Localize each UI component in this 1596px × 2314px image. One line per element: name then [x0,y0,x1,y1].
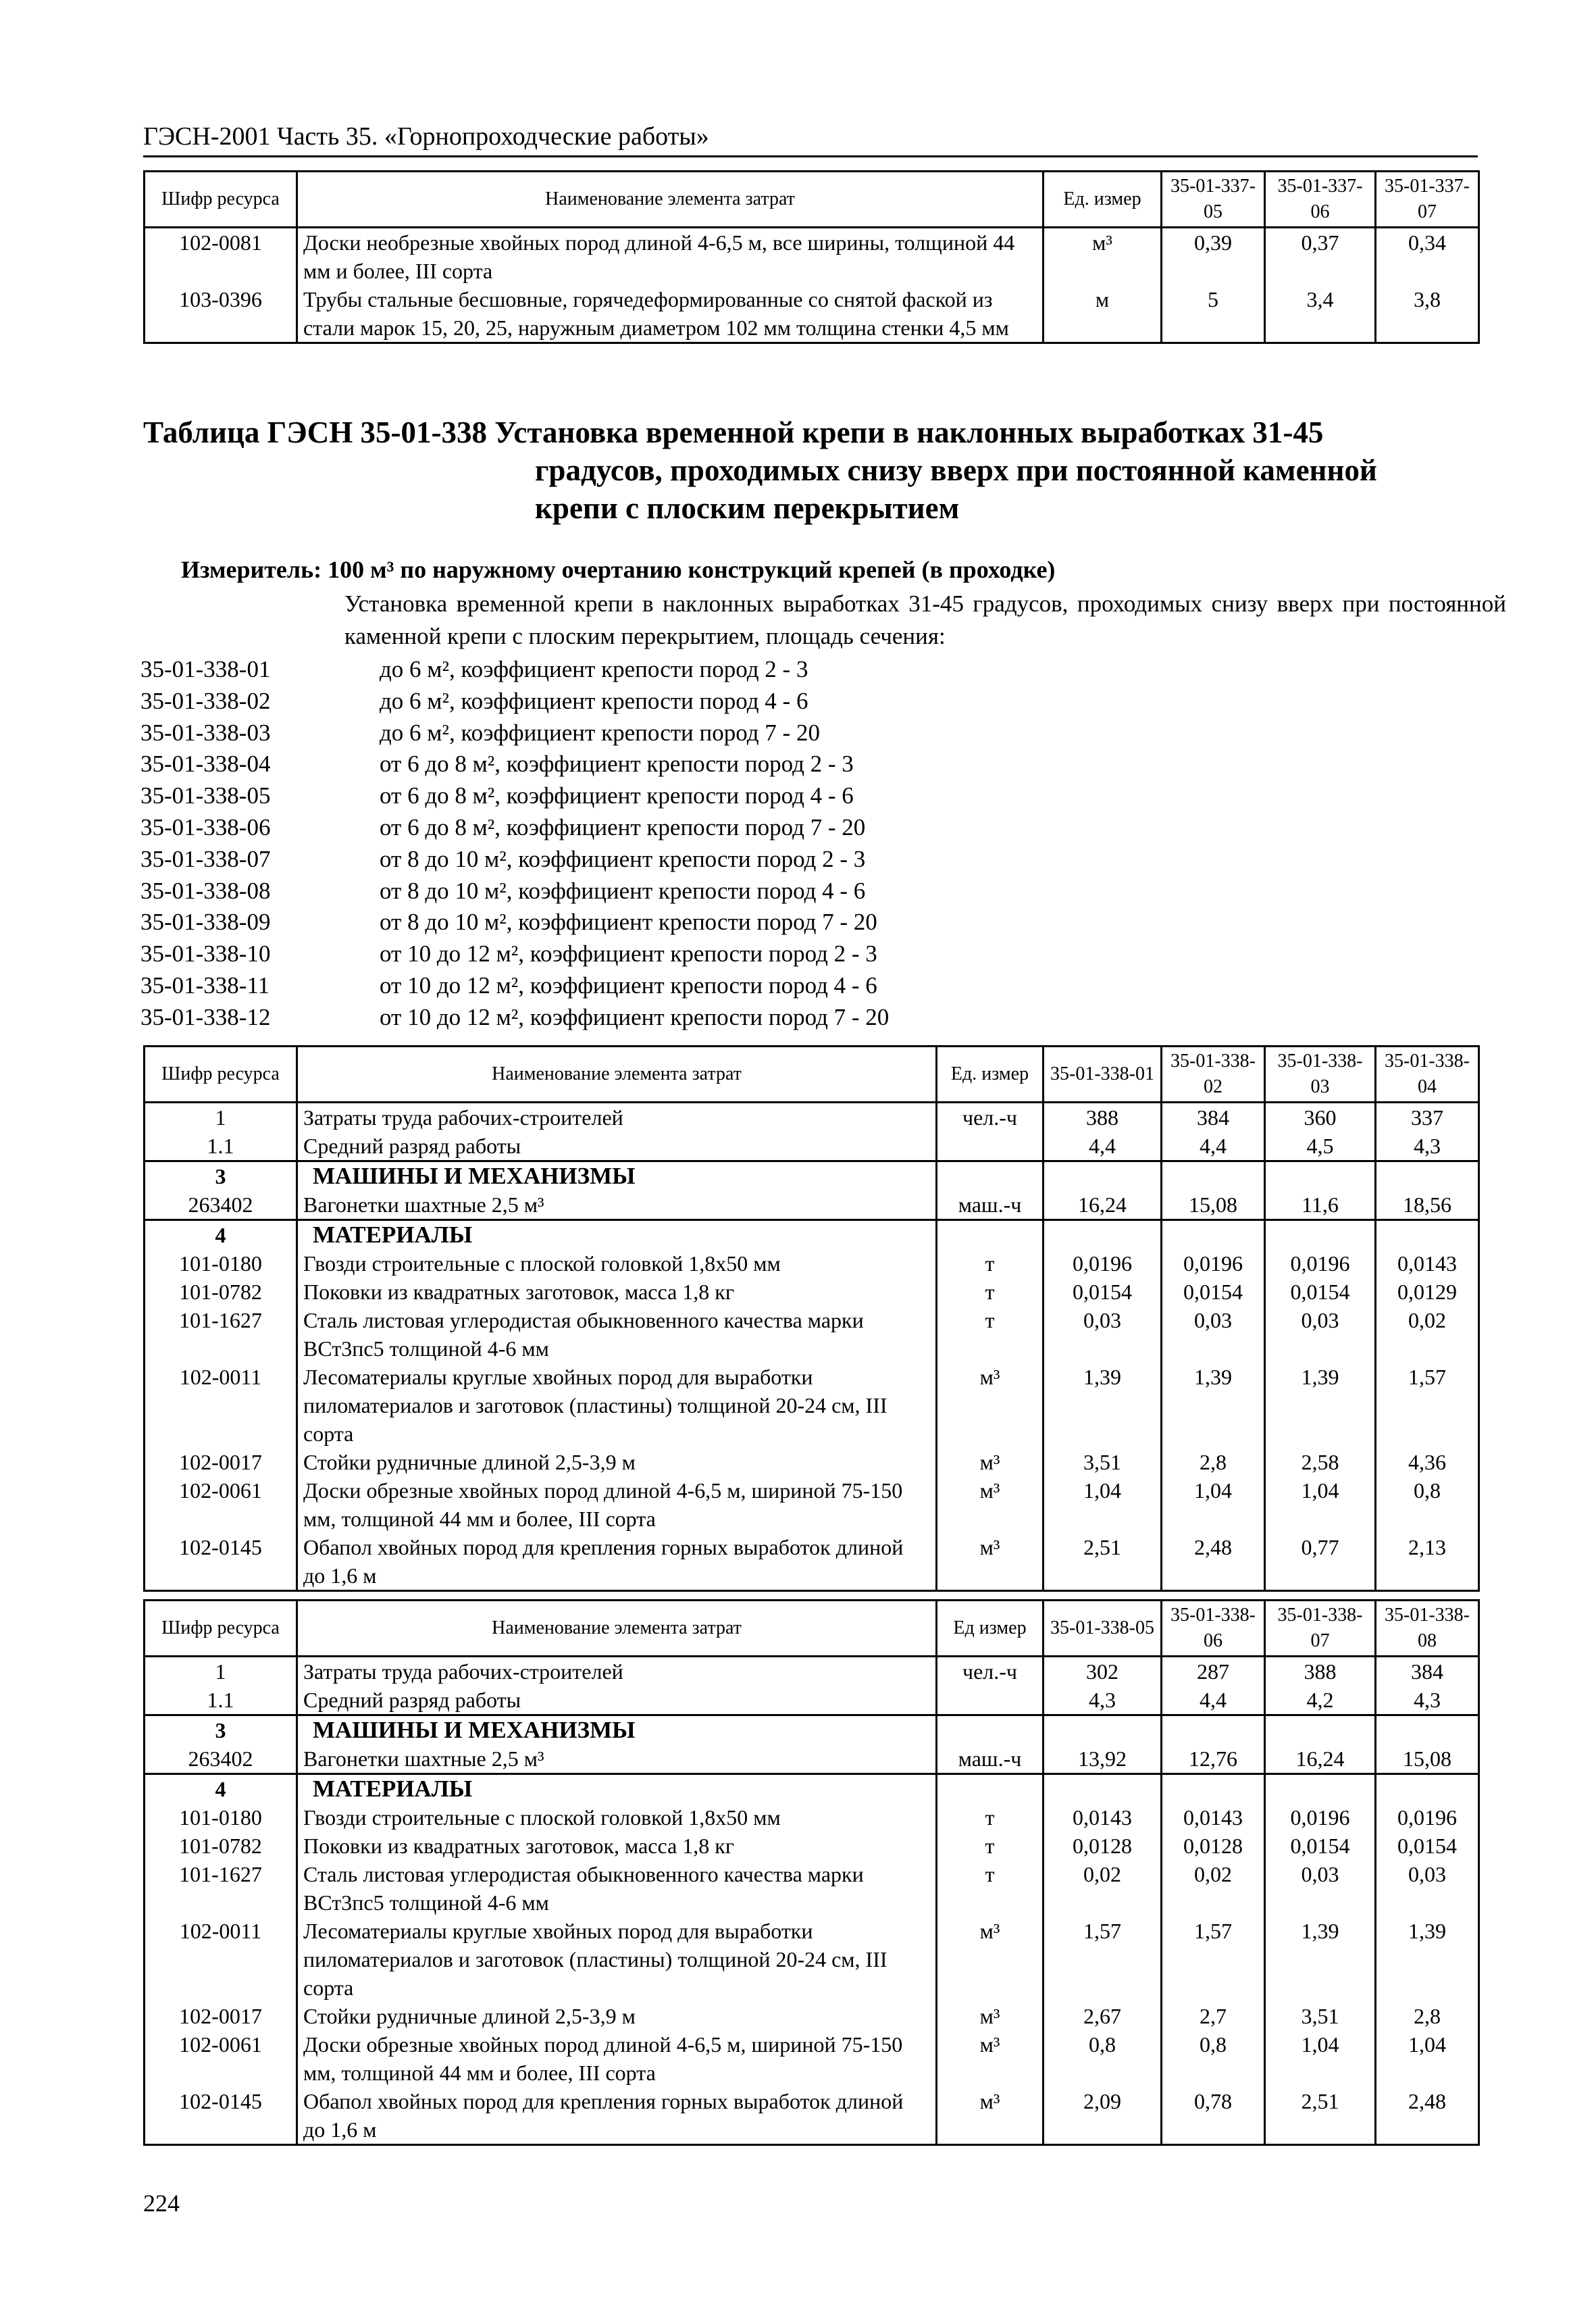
cost-element-name: Обапол хвойных пород для крепления горных выработок длиной до 1,6 м [297,2087,937,2145]
norm-value [1162,1715,1265,1745]
unit: м³ [937,1917,1044,2002]
resource-code: 103-0396 [145,285,297,343]
norm-value: 3,51 [1265,2002,1376,2030]
unit: м³ [937,1533,1044,1591]
norm-value: 3,51 [1044,1448,1162,1476]
norm-value [1265,1161,1376,1191]
resource-code: 3 [145,1161,297,1191]
norm-value [1044,1715,1162,1745]
norm-value: 15,08 [1376,1744,1479,1774]
norm-value: 1,39 [1376,1917,1479,2002]
code-number: 35-01-338-05 [140,782,271,809]
table-row [145,1803,1479,1832]
norm-value: 384 [1162,1103,1265,1132]
resource-code: 102-0011 [145,1917,297,2002]
norm-value: 2,58 [1265,1448,1376,1476]
norm-value: 0,0196 [1376,1803,1479,1832]
table-row [145,1190,1479,1220]
unit: т [937,1860,1044,1917]
code-number: 35-01-338-03 [140,719,271,746]
resource-code: 3 [145,1715,297,1745]
norm-value: 4,4 [1162,1132,1265,1161]
code-number: 35-01-338-10 [140,940,271,967]
norm-value: 2,48 [1162,1533,1265,1591]
norm-value: 0,03 [1376,1860,1479,1917]
unit [937,1132,1044,1161]
resource-code: 263402 [145,1190,297,1220]
resource-table-338-01-04 [143,1045,1480,1592]
resource-code: 102-0011 [145,1363,297,1448]
column-header: Наименование элемента затрат [297,1047,937,1103]
cost-element-name: Доски обрезные хвойных пород длиной 4-6,5 м, шириной 75-150 мм, толщиной 44 мм и более, III сорта [297,1476,937,1533]
norm-value: 1,04 [1162,1476,1265,1533]
measure-label: Измеритель: [181,556,322,583]
norm-value: 1,39 [1265,1917,1376,2002]
resource-code: 102-0145 [145,2087,297,2145]
table-row [145,1860,1479,1917]
norm-value: 2,48 [1376,2087,1479,2145]
unit: м³ [937,1448,1044,1476]
norm-value: 0,37 [1265,228,1376,286]
table-row [145,1132,1479,1161]
unit [937,1715,1044,1745]
code-text: от 10 до 12 м², коэффициент крепости пород 4 - 6 [380,972,877,999]
norm-value [1162,1774,1265,1804]
cost-element-name: Средний разряд работы [297,1132,937,1161]
cost-element-name: Доски необрезные хвойных пород длиной 4-6,5 м, все ширины, толщиной 44 мм и более, III сорта [297,228,1044,286]
cost-element-name: Гвозди строительные с плоской головкой 1,8х50 мм [297,1249,937,1278]
column-header: Шифр ресурса [145,1601,297,1657]
code-text: до 6 м², коэффициент крепости пород 4 - 6 [380,687,808,714]
norm-value: 2,13 [1376,1533,1479,1591]
resource-code: 101-0180 [145,1249,297,1278]
norm-value: 0,0154 [1162,1278,1265,1306]
work-description: Установка временной крепи в наклонных выработках 31-45 градусов, проходимых снизу вверх при постоянной каменной крепи с плоским перекрытием, площадь сечения: [344,590,1506,649]
norm-value: 18,56 [1376,1190,1479,1220]
norm-value: 12,76 [1162,1744,1265,1774]
norm-value: 0,0143 [1162,1803,1265,1832]
column-header: Шифр ресурса [145,1047,297,1103]
resource-code: 101-0180 [145,1803,297,1832]
resource-code: 102-0017 [145,2002,297,2030]
norm-value: 2,51 [1044,1533,1162,1591]
norm-value [1376,1715,1479,1745]
norm-value: 0,8 [1044,2030,1162,2087]
norm-value: 0,0129 [1376,1278,1479,1306]
unit [937,1220,1044,1250]
code-list-item [140,907,889,938]
cost-element-name: Средний разряд работы [297,1686,937,1715]
resource-code: 102-0061 [145,1476,297,1533]
resource-table-338-05-08 [143,1599,1480,2146]
code-text: от 8 до 10 м², коэффициент крепости пород 2 - 3 [380,845,866,872]
norm-value [1265,1220,1376,1250]
header-row [145,1047,1479,1103]
norm-value: 360 [1265,1103,1376,1132]
norm-value: 1,04 [1044,1476,1162,1533]
code-text: от 6 до 8 м², коэффициент крепости пород 7 - 20 [380,813,866,840]
norm-value: 0,02 [1376,1306,1479,1363]
norm-value: 0,34 [1376,228,1479,286]
norm-value: 0,03 [1265,1306,1376,1363]
code-list [140,654,889,1034]
unit [937,1686,1044,1715]
norm-value [1162,1220,1265,1250]
unit: т [937,1306,1044,1363]
cost-element-name: Доски обрезные хвойных пород длиной 4-6,5 м, шириной 75-150 мм, толщиной 44 мм и более, III сорта [297,2030,937,2087]
code-number: 35-01-338-09 [140,909,271,936]
cost-element-name: Затраты труда рабочих-строителей [297,1103,937,1132]
column-header: 35-01-338-01 [1044,1047,1162,1103]
code-list-item [140,654,889,686]
table-row [145,285,1479,343]
code-number: 35-01-338-12 [140,1003,271,1030]
column-header: Шифр ресурса [145,172,297,228]
code-list-item [140,844,889,876]
row-group [145,1220,1479,1591]
code-number: 35-01-338-01 [140,656,271,682]
code-text: от 8 до 10 м², коэффициент крепости пород 7 - 20 [380,909,877,936]
table-row [145,1657,1479,1686]
code-list-item [140,718,889,749]
norm-value: 0,0154 [1265,1278,1376,1306]
cost-element-name: МАТЕРИАЛЫ [297,1220,937,1250]
table-row [145,228,1479,286]
norm-value: 16,24 [1044,1190,1162,1220]
norm-value: 5 [1162,285,1265,343]
column-header: Наименование элемента затрат [297,1601,937,1657]
table-row [145,1278,1479,1306]
section-heading-row [145,1161,1479,1191]
column-header: 35-01-338-02 [1162,1047,1265,1103]
code-text: до 6 м², коэффициент крепости пород 7 - 20 [380,719,820,746]
column-header: 35-01-338-05 [1044,1601,1162,1657]
column-header: Ед. измер [937,1047,1044,1103]
norm-value: 0,02 [1162,1860,1265,1917]
norm-value: 0,03 [1265,1860,1376,1917]
norm-value [1265,1715,1376,1745]
column-header: 35-01-338-08 [1376,1601,1479,1657]
norm-value: 0,39 [1162,228,1265,286]
page-number: 224 [143,2190,180,2217]
section-heading-row [145,1220,1479,1250]
code-list-item [140,970,889,1002]
column-header: 35-01-337-06 [1265,172,1376,228]
norm-value: 337 [1376,1103,1479,1132]
column-header: 35-01-338-03 [1265,1047,1376,1103]
norm-value [1376,1161,1479,1191]
norm-value [1376,1220,1479,1250]
resource-code: 101-1627 [145,1860,297,1917]
norm-value: 1,04 [1376,2030,1479,2087]
unit: т [937,1249,1044,1278]
code-list-item [140,749,889,780]
norm-value [1044,1161,1162,1191]
cost-element-name: Вагонетки шахтные 2,5 м³ [297,1744,937,1774]
table-row [145,1686,1479,1715]
norm-value: 1,39 [1044,1363,1162,1448]
resource-code: 102-0081 [145,228,297,286]
code-text: от 8 до 10 м², коэффициент крепости пород 4 - 6 [380,877,866,904]
norm-value: 1,39 [1162,1363,1265,1448]
norm-value: 384 [1376,1657,1479,1686]
norm-value: 0,02 [1044,1860,1162,1917]
norm-value: 0,0154 [1265,1832,1376,1860]
resource-table-337 [143,170,1480,344]
resource-code: 102-0145 [145,1533,297,1591]
unit: маш.-ч [937,1190,1044,1220]
norm-value: 16,24 [1265,1744,1376,1774]
norm-value: 0,0196 [1265,1803,1376,1832]
norm-value: 4,3 [1044,1686,1162,1715]
code-text: от 10 до 12 м², коэффициент крепости пород 7 - 20 [380,1003,890,1030]
column-header: 35-01-337-07 [1376,172,1479,228]
norm-value: 2,8 [1162,1448,1265,1476]
cost-element-name: МАТЕРИАЛЫ [297,1774,937,1804]
table-row [145,1249,1479,1278]
unit [937,1161,1044,1191]
table-row [145,2030,1479,2087]
header-rule [143,155,1478,157]
norm-value: 1,04 [1265,2030,1376,2087]
measure-value: 100 м³ по наружному очертанию конструкций крепей (в проходке) [328,556,1056,583]
unit [937,1774,1044,1804]
code-number: 35-01-338-06 [140,813,271,840]
norm-value [1376,1774,1479,1804]
column-header: 35-01-337-05 [1162,172,1265,228]
cost-element-name: Стойки рудничные длиной 2,5-3,9 м [297,1448,937,1476]
unit: чел.-ч [937,1657,1044,1686]
norm-value: 0,0196 [1162,1249,1265,1278]
resource-code: 4 [145,1774,297,1804]
norm-value: 1,57 [1044,1917,1162,2002]
cost-element-name: Лесоматериалы круглые хвойных пород для выработки пиломатериалов и заготовок (пластины) толщиной 20-24 см, III сорта [297,1917,937,2002]
norm-value: 388 [1265,1657,1376,1686]
column-header: Наименование элемента затрат [297,172,1044,228]
norm-value: 0,0143 [1376,1249,1479,1278]
norm-value: 0,0128 [1162,1832,1265,1860]
cost-element-name: Сталь листовая углеродистая обыкновенного качества марки ВСт3пс5 толщиной 4-6 мм [297,1306,937,1363]
norm-value: 4,5 [1265,1132,1376,1161]
table-row [145,1832,1479,1860]
code-number: 35-01-338-04 [140,751,271,778]
header-row [145,172,1479,228]
norm-value: 13,92 [1044,1744,1162,1774]
norm-value: 0,03 [1044,1306,1162,1363]
code-number: 35-01-338-07 [140,845,271,872]
section-heading-row [145,1774,1479,1804]
table-row [145,1306,1479,1363]
unit: м³ [937,2030,1044,2087]
resource-code: 1.1 [145,1686,297,1715]
table-row [145,1363,1479,1448]
norm-value: 0,77 [1265,1533,1376,1591]
column-header: 35-01-338-04 [1376,1047,1479,1103]
norm-value: 4,4 [1044,1132,1162,1161]
code-list-item [140,812,889,844]
row-group [145,228,1479,343]
row-group [145,1774,1479,2145]
norm-value: 11,6 [1265,1190,1376,1220]
norm-value: 0,0128 [1044,1832,1162,1860]
unit: м³ [937,1476,1044,1533]
norm-value: 0,0154 [1376,1832,1479,1860]
resource-code: 102-0061 [145,2030,297,2087]
resource-code: 101-0782 [145,1832,297,1860]
header-row [145,1601,1479,1657]
norm-value: 0,0196 [1265,1249,1376,1278]
norm-value: 0,8 [1162,2030,1265,2087]
table-row [145,2002,1479,2030]
unit: маш.-ч [937,1744,1044,1774]
code-number: 35-01-338-08 [140,877,271,904]
measure-line [181,555,1055,584]
norm-value: 15,08 [1162,1190,1265,1220]
code-list-item [140,938,889,970]
row-group [145,1657,1479,1715]
norm-value: 3,4 [1265,285,1376,343]
norm-value [1265,1774,1376,1804]
resource-code: 101-1627 [145,1306,297,1363]
norm-value: 3,8 [1376,285,1479,343]
row-group [145,1715,1479,1774]
code-number: 35-01-338-02 [140,687,271,714]
cost-element-name: Поковки из квадратных заготовок, масса 1,8 кг [297,1278,937,1306]
table-row [145,1744,1479,1774]
title-line-1: Таблица ГЭСН 35-01-338 Установка временной крепи в наклонных выработках 31-45 [143,416,1324,449]
norm-value: 287 [1162,1657,1265,1686]
cost-element-name: Сталь листовая углеродистая обыкновенного качества марки ВСт3пс5 толщиной 4-6 мм [297,1860,937,1917]
norm-value: 0,8 [1376,1476,1479,1533]
unit: м³ [937,1363,1044,1448]
table-title [143,413,1377,527]
norm-value: 0,03 [1162,1306,1265,1363]
code-text: от 6 до 8 м², коэффициент крепости пород 4 - 6 [380,782,854,809]
code-list-item [140,1002,889,1034]
column-header: 35-01-338-06 [1162,1601,1265,1657]
title-line-2: градусов, проходимых снизу вверх при постоянной каменной [535,453,1377,487]
row-group [145,1161,1479,1220]
norm-value: 388 [1044,1103,1162,1132]
table-row [145,1533,1479,1591]
unit: чел.-ч [937,1103,1044,1132]
norm-value: 2,8 [1376,2002,1479,2030]
cost-element-name: МАШИНЫ И МЕХАНИЗМЫ [297,1715,937,1745]
code-text: от 10 до 12 м², коэффициент крепости пород 2 - 3 [380,940,877,967]
unit: м³ [1044,228,1162,286]
cost-element-name: Поковки из квадратных заготовок, масса 1,8 кг [297,1832,937,1860]
unit: м [1044,285,1162,343]
code-text: до 6 м², коэффициент крепости пород 2 - 3 [380,656,808,682]
norm-value: 2,7 [1162,2002,1265,2030]
norm-value: 4,36 [1376,1448,1479,1476]
resource-code: 4 [145,1220,297,1250]
norm-value: 1,04 [1265,1476,1376,1533]
norm-value: 4,2 [1265,1686,1376,1715]
table-row [145,2087,1479,2145]
cost-element-name: Стойки рудничные длиной 2,5-3,9 м [297,2002,937,2030]
column-header: 35-01-338-07 [1265,1601,1376,1657]
norm-value: 0,78 [1162,2087,1265,2145]
norm-value [1044,1774,1162,1804]
code-list-item [140,780,889,812]
resource-code: 1 [145,1657,297,1686]
norm-value: 0,0196 [1044,1249,1162,1278]
code-list-item [140,876,889,907]
cost-element-name: Лесоматериалы круглые хвойных пород для выработки пиломатериалов и заготовок (пластины) толщиной 20-24 см, III сорта [297,1363,937,1448]
norm-value: 2,67 [1044,2002,1162,2030]
section-heading-row [145,1715,1479,1745]
norm-value [1044,1220,1162,1250]
resource-code: 102-0017 [145,1448,297,1476]
norm-value: 4,4 [1162,1686,1265,1715]
unit: м³ [937,2002,1044,2030]
unit: т [937,1803,1044,1832]
norm-value: 1,57 [1162,1917,1265,2002]
running-header: ГЭСН-2001 Часть 35. «Горнопроходческие работы» [143,122,709,151]
unit: т [937,1832,1044,1860]
cost-element-name: Гвозди строительные с плоской головкой 1,8х50 мм [297,1803,937,1832]
resource-code: 101-0782 [145,1278,297,1306]
cost-element-name: Обапол хвойных пород для крепления горных выработок длиной до 1,6 м [297,1533,937,1591]
column-header: Ед измер [937,1601,1044,1657]
cost-element-name: Затраты труда рабочих-строителей [297,1657,937,1686]
resource-code: 1.1 [145,1132,297,1161]
resource-code: 263402 [145,1744,297,1774]
resource-code: 1 [145,1103,297,1132]
norm-value: 4,3 [1376,1686,1479,1715]
table-row [145,1103,1479,1132]
norm-value [1162,1161,1265,1191]
norm-value: 1,57 [1376,1363,1479,1448]
norm-value: 302 [1044,1657,1162,1686]
code-number: 35-01-338-11 [140,972,270,999]
norm-value: 0,0143 [1044,1803,1162,1832]
code-text: от 6 до 8 м², коэффициент крепости пород 2 - 3 [380,751,854,778]
norm-value: 1,39 [1265,1363,1376,1448]
table-row [145,1476,1479,1533]
unit: т [937,1278,1044,1306]
norm-value: 2,09 [1044,2087,1162,2145]
cost-element-name: Трубы стальные бесшовные, горячедеформированные со снятой фаской из стали марок 15, 20, 25, наружным диаметром 102 мм толщина стенки 4,5 мм [297,285,1044,343]
unit: м³ [937,2087,1044,2145]
cost-element-name: МАШИНЫ И МЕХАНИЗМЫ [297,1161,937,1191]
code-list-item [140,686,889,718]
table-row [145,1917,1479,2002]
table-row [145,1448,1479,1476]
norm-value: 0,0154 [1044,1278,1162,1306]
norm-value: 2,51 [1265,2087,1376,2145]
title-line-3: крепи с плоским перекрытием [535,491,960,525]
cost-element-name: Вагонетки шахтные 2,5 м³ [297,1190,937,1220]
column-header: Ед. измер [1044,172,1162,228]
norm-value: 4,3 [1376,1132,1479,1161]
row-group [145,1103,1479,1161]
